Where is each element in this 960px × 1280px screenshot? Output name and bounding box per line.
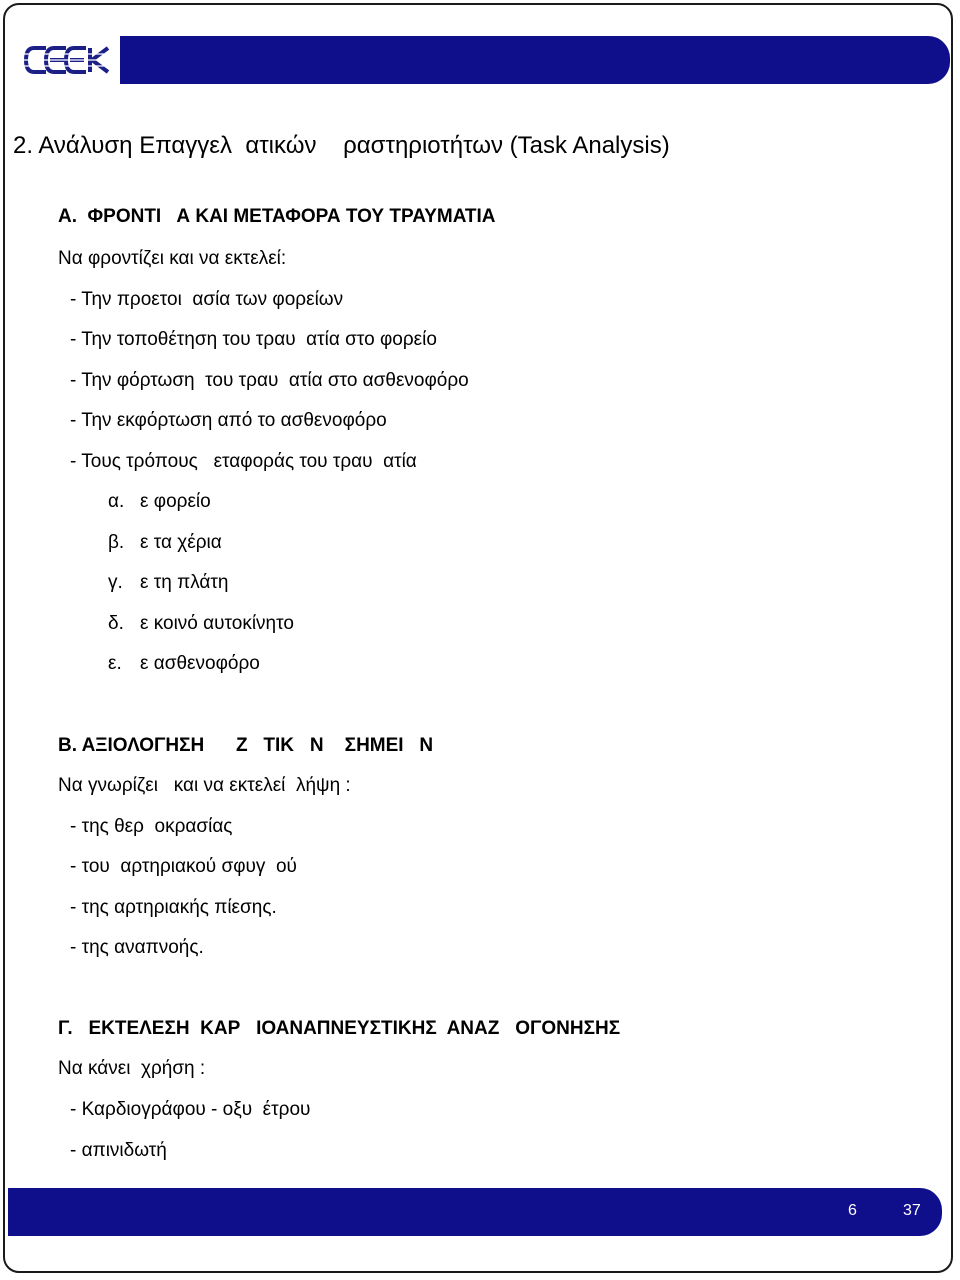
list-item: - της αρτηριακής πίεσης.: [70, 897, 277, 918]
list-item: - του αρτηριακού σφυγ ού: [70, 856, 297, 877]
sub-item-text: ε τα χέρια: [140, 532, 222, 553]
sub-item-letter: ε.: [108, 653, 122, 674]
logo-container: [8, 36, 120, 84]
page-frame: [3, 3, 953, 1273]
sub-item-letter: δ.: [108, 613, 124, 634]
sub-item-letter: α.: [108, 491, 125, 512]
sub-item-letter: γ.: [108, 572, 123, 593]
section-a-heading: Α. ΦΡΟΝΤΙ Α ΚΑΙ ΜΕΤΑΦΟΡΑ ΤΟΥ ΤΡΑΥΜΑΤΙΑ: [58, 206, 496, 227]
list-item: - Τους τρόπους εταφοράς του τραυ ατία: [70, 451, 417, 472]
sub-item-text: ε τη πλάτη: [140, 572, 229, 593]
list-item: - Την τοποθέτηση του τραυ ατία στο φορείο: [70, 329, 437, 350]
list-item: - Την προετοι ασία των φορείων: [70, 289, 344, 310]
page-number: 6: [848, 1202, 857, 1219]
section-b-intro: Να γνωρίζει και να εκτελεί λήψη :: [58, 775, 351, 796]
header-bar: [8, 36, 950, 84]
ceek-logo-icon: [22, 40, 112, 80]
list-item: - απινιδωτή: [70, 1140, 167, 1161]
section-c-intro: Να κάνει χρήση :: [58, 1058, 206, 1079]
section-a-intro: Να φροντίζει και να εκτελεί:: [58, 248, 287, 269]
sub-item-letter: β.: [108, 532, 125, 553]
list-item: - Την φόρτωση του τραυ ατία στο ασθενοφόρο: [70, 370, 469, 391]
footer-bar: [8, 1188, 942, 1236]
page-total: 37: [903, 1202, 921, 1219]
list-item: - Καρδιογράφου - οξυ έτρου: [70, 1099, 311, 1120]
sub-item-text: ε φορείο: [140, 491, 211, 512]
section-c-heading: Γ. ΕΚΤΕΛΕΣΗ ΚΑΡ ΙΟΑΝΑΠΝΕΥΣΤΙΚΗΣ ΑΝΑΖ ΟΓΟΝΗΣΗΣ: [58, 1018, 621, 1039]
page-title: 2. Ανάλυση Επαγγελ ατικών ραστηριοτήτων (Task Analysis): [13, 132, 670, 159]
list-item: - της θερ οκρασίας: [70, 816, 233, 837]
section-b-heading: Β. ΑΞΙΟΛΟΓΗΣΗ Ζ ΤΙΚ Ν ΣΗΜΕΙ Ν: [58, 735, 434, 756]
sub-item-text: ε κοινό αυτοκίνητο: [140, 613, 294, 634]
list-item: - Την εκφόρτωση από το ασθενοφόρο: [70, 410, 387, 431]
sub-item-text: ε ασθενοφόρο: [140, 653, 260, 674]
list-item: - της αναπνοής.: [70, 937, 204, 958]
